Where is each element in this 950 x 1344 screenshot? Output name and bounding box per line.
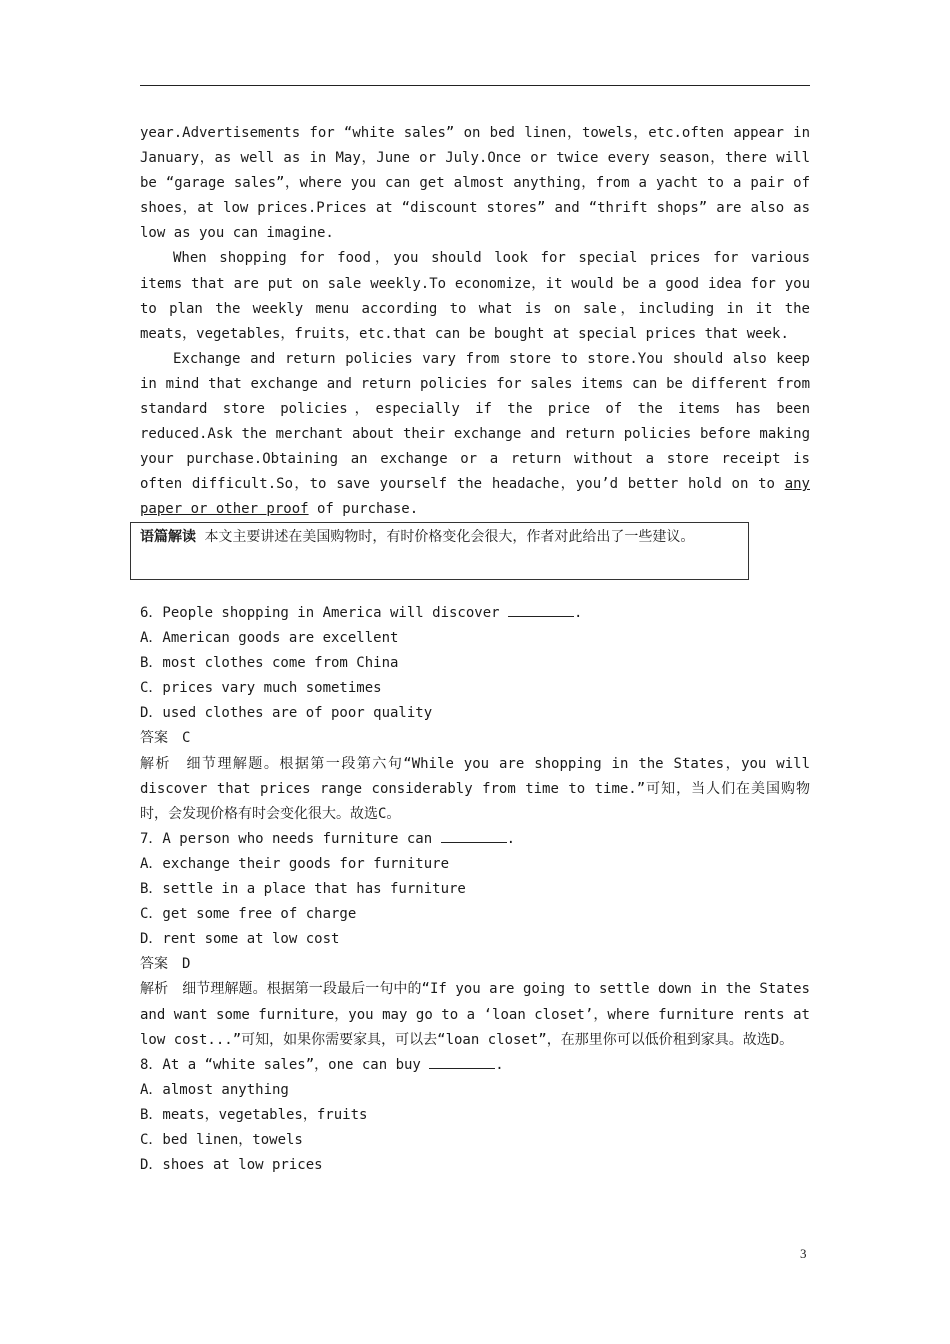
option: D．used clothes are of poor quality bbox=[140, 705, 433, 722]
option: A．exchange their goods for furniture bbox=[140, 855, 450, 872]
answer-blank bbox=[508, 603, 574, 617]
paragraph-3-end: of purchase. bbox=[308, 501, 419, 518]
summary-box bbox=[130, 522, 749, 580]
option: A．American goods are excellent bbox=[140, 630, 399, 647]
question-6-stem: 6．People shopping in America will discover bbox=[140, 605, 509, 621]
answer-blank bbox=[429, 1055, 495, 1069]
summary-text: 本文主要讲述在美国购物时，有时价格变化会很大，作者对此给出了一些建议。 bbox=[204, 529, 695, 545]
question-7-stem: 7．A person who needs furniture can bbox=[140, 830, 441, 847]
option: D．shoes at low prices bbox=[140, 1157, 323, 1174]
option: A．almost anything bbox=[140, 1081, 289, 1098]
option: D．rent some at low cost bbox=[140, 931, 340, 948]
underlined-phrase: any paper or other proof bbox=[140, 476, 810, 518]
summary-label: 语篇解读 bbox=[140, 529, 196, 545]
analysis: 解析 细节理解题。根据第一段第六句“While you are shopping in the States，you will discover that prices range considerably from time to time.”可知，当人们在美国购物时，会发现价格有时会变化很大。故选C。 bbox=[140, 755, 810, 822]
question-stem bbox=[140, 827, 810, 852]
option: B．settle in a place that has furniture bbox=[140, 881, 466, 898]
stem-period: . bbox=[495, 1056, 504, 1073]
question-stem bbox=[140, 601, 810, 626]
paragraph-2: When shopping for food，you should look for special prices for various items that are put on sale weekly.To economize，it would be a good idea for you to plan the weekly menu according to what is on sale，including in it the meats，vegetables，fruits，etc.that can be bought at special prices that week. bbox=[140, 250, 810, 342]
question-8-stem: 8．At a “white sales”，one can buy bbox=[140, 1056, 430, 1073]
answer: 答案 D bbox=[140, 956, 191, 973]
questions bbox=[140, 601, 810, 1178]
stem-period: . bbox=[574, 605, 583, 621]
paragraph-3 bbox=[140, 347, 810, 523]
header-rule bbox=[140, 85, 810, 86]
option: C．prices vary much sometimes bbox=[140, 680, 382, 697]
question-stem bbox=[140, 1053, 810, 1078]
answer-blank bbox=[441, 829, 507, 843]
page-number: 3 bbox=[800, 1246, 807, 1261]
analysis: 解析 细节理解题。根据第一段最后一句中的“If you are going to settle down in the States and want some furniture，you may go to a ‘loan closet’，where furniture rents at low cost...”可知，如果你需要家具，可以去“loan closet”，在那里你可以低价租到家具。故选D。 bbox=[140, 981, 810, 1048]
option: B．most clothes come from China bbox=[140, 655, 399, 672]
option: C．get some free of charge bbox=[140, 906, 357, 923]
answer: 答案 C bbox=[140, 730, 191, 747]
paragraph-3-start: Exchange and return policies vary from store to store.You should also keep in mind that exchange and return policies for sales items can be different from standard store policies，especially if the price of the items has been reduced.Ask the merchant about their exchange and return policies before making your purchase.Obtaining an exchange or a return without a store receipt is often difficult.So，to save yourself the headache，you’d better hold on to bbox=[140, 350, 810, 493]
paragraph-1: year.Advertisements for “white sales” on bed linen，towels，etc.often appear in January，as well as in May，June or July.Once or twice every season，there will be “garage sales”，where you can get almost anything，from a yacht to a pair of shoes，at low prices.Prices at “discount stores” and “thrift shops” are also as low as you can imagine. bbox=[140, 125, 810, 242]
option: B．meats，vegetables，fruits bbox=[140, 1106, 368, 1123]
passage bbox=[140, 121, 810, 523]
stem-period: . bbox=[506, 830, 516, 847]
option: C．bed linen，towels bbox=[140, 1131, 303, 1148]
